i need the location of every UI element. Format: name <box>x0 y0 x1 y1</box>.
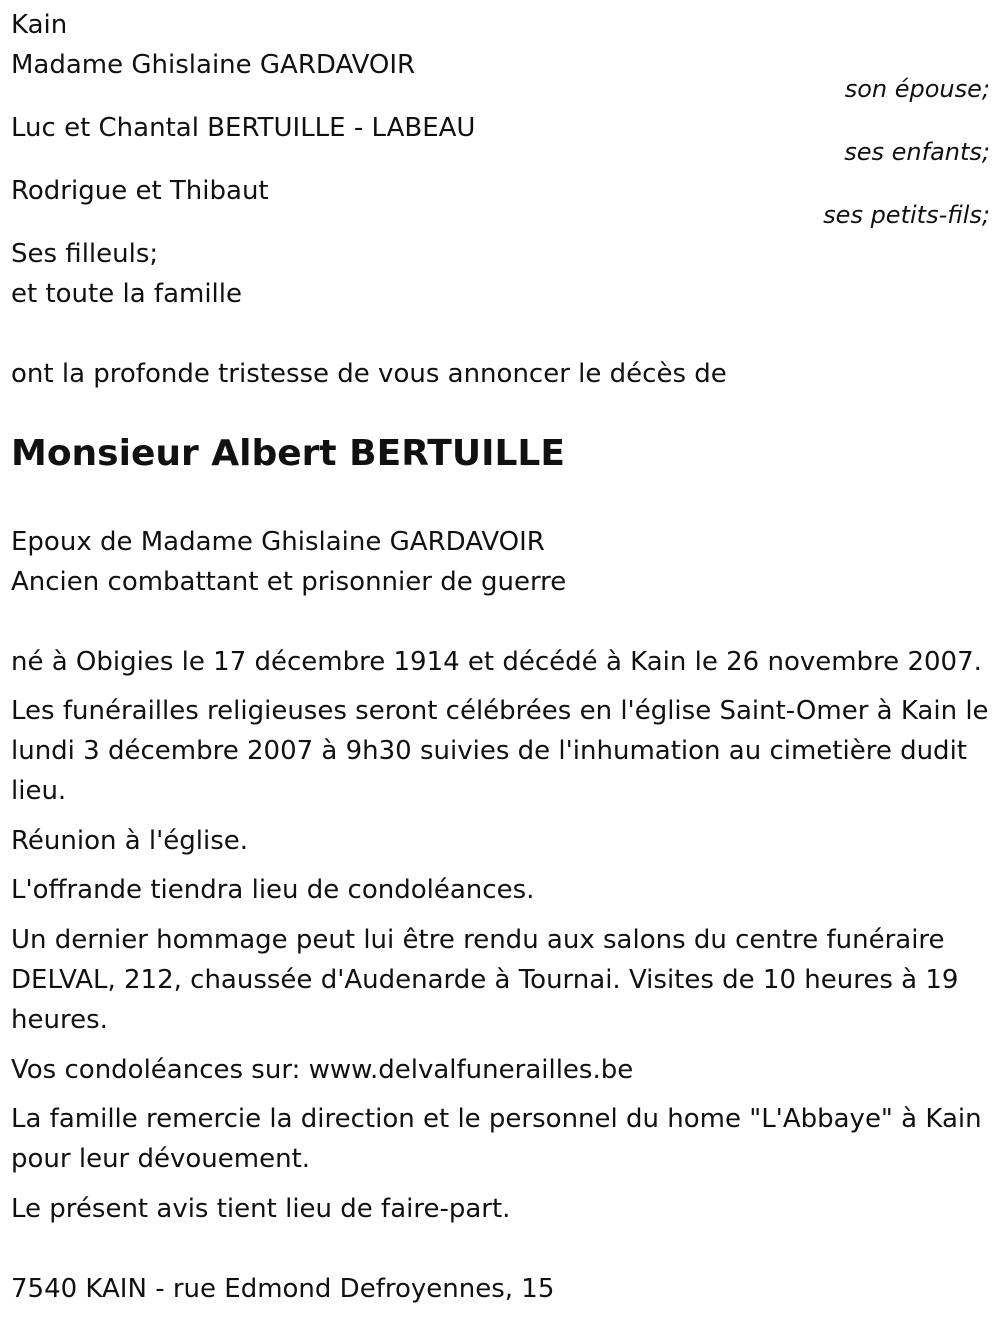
address: 7540 KAIN - rue Edmond Defroyennes, 15 <box>11 1274 555 1304</box>
grandchildren-role: ses petits-fils; <box>823 201 990 229</box>
spouse-name: Madame Ghislaine GARDAVOIR <box>11 50 416 80</box>
birth-death: né à Obigies le 17 décembre 1914 et décédé à Kain le 26 novembre 2007. <box>11 647 982 677</box>
funeral-details: Les funérailles religieuses seront célébrées en l'église Saint-Omer à Kain le lundi 3 décembre 2007 à 9h30 suivies de l'inhumation au cimetière dudit lieu. <box>11 696 989 806</box>
notice-note: Le présent avis tient lieu de faire-part. <box>11 1194 511 1224</box>
meeting-note: Réunion à l'église. <box>11 826 249 856</box>
godchildren: Ses filleuls; <box>11 239 159 269</box>
grandchildren-names: Rodrigue et Thibaut <box>11 176 269 206</box>
deceased-name: Monsieur Albert BERTUILLE <box>11 433 565 474</box>
spouse-role: son épouse; <box>844 75 990 103</box>
spouse-of: Epoux de Madame Ghislaine GARDAVOIR <box>11 527 545 557</box>
children-names: Luc et Chantal BERTUILLE - LABEAU <box>11 113 476 143</box>
deceased-title: Ancien combattant et prisonnier de guerre <box>11 567 567 597</box>
thanks-note: La famille remercie la direction et le personnel du home "L'Abbaye" à Kain pour leur dévouement. <box>11 1104 982 1174</box>
condolences-link: Vos condoléances sur: www.delvalfunerailles.be <box>11 1055 634 1085</box>
children-role: ses enfants; <box>844 138 990 166</box>
offering-note: L'offrande tiendra lieu de condoléances. <box>11 875 535 905</box>
whole-family: et toute la famille <box>11 279 242 309</box>
place: Kain <box>11 10 68 40</box>
announcement-text: ont la profonde tristesse de vous annoncer le décès de <box>11 359 727 389</box>
tribute-details: Un dernier hommage peut lui être rendu aux salons du centre funéraire DELVAL, 212, chaussée d'Audenarde à Tournai. Visites de 10 heures à 19 heures. <box>11 925 959 1035</box>
